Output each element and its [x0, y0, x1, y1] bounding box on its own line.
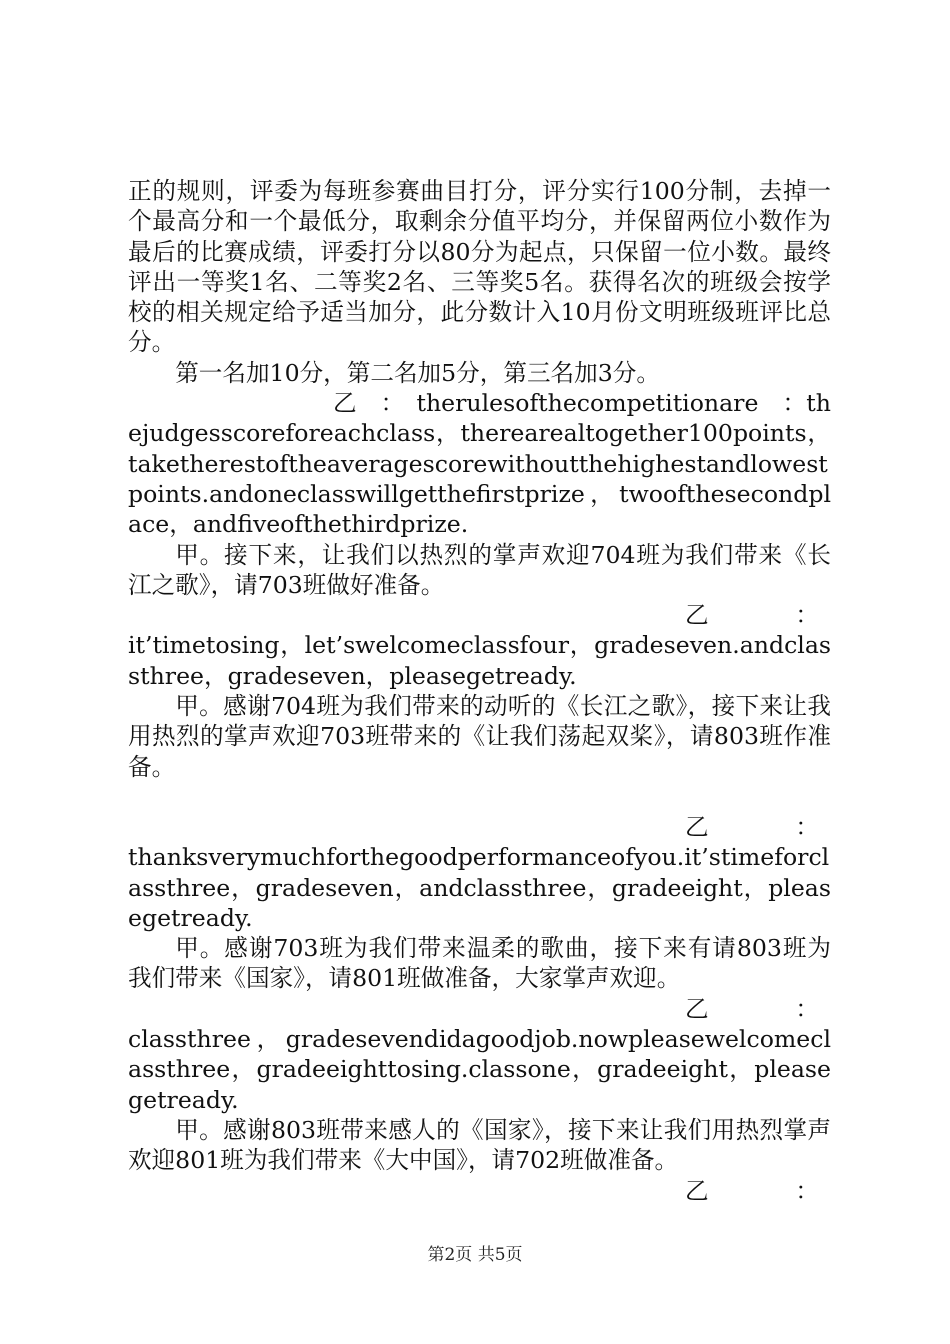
paragraph-rules-en: 乙 ： therulesofthecompetitionare ：thejudgesscoreforeachclass，therearealtogether100points，taketherestoftheaveragescorewithoutthehighestandlowestpoints.andoneclasswillgetthefirstprize，twoofthesecondplace，andfiveofthethirdprize. [128, 389, 831, 539]
speaker-colon: ： [795, 812, 819, 841]
speaker-colon: ： [795, 994, 819, 1023]
speaker-colon: ： [795, 1176, 819, 1205]
speaker-b-label: 乙 [685, 812, 709, 841]
paragraph-host-b-703: thanksverymuchforthegoodperformanceofyou.it’stimeforclassthree，gradeseven，andclassthree，gradeeight，pleasegetready. [128, 843, 831, 932]
document-body [128, 176, 831, 1206]
speaker-b-label: 乙 [685, 1176, 709, 1205]
speaker-label-line [128, 600, 831, 630]
speaker-b-label: 乙 [685, 994, 709, 1023]
paragraph-host-a-703: 甲。感谢704班为我们带来的动听的《长江之歌》，接下来让我用热烈的掌声欢迎703班带来的《让我们荡起双桨》，请803班作准备。 [128, 692, 831, 781]
page-footer: 第2页 共5页 [427, 1245, 523, 1265]
paragraph-bonus-points: 第一名加10分，第二名加5分，第三名加3分。 [175, 358, 660, 387]
blank-line [128, 782, 831, 812]
paragraph-host-a-704: 甲。接下来，让我们以热烈的掌声欢迎704班为我们带来《长江之歌》，请703班做好准备。 [128, 540, 831, 599]
paragraph-rules-cn: 正的规则，评委为每班参赛曲目打分，评分实行100分制，去掉一个最高分和一个最低分，取剩余分值平均分，并保留两位小数作为最后的比赛成绩，评委打分以80分为起点，只保留一位小数。最终评出一等奖1名、二等奖2名、三等奖5名。获得名次的班级会按学校的相关规定给予适当加分，此分数计入10月份文明班级班评比总分。 [128, 177, 831, 357]
paragraph-host-a-803: 甲。感谢703班为我们带来温柔的歌曲，接下来有请803班为我们带来《国家》，请801班做准备，大家掌声欢迎。 [128, 934, 831, 993]
speaker-label-line [128, 994, 831, 1024]
speaker-label-line [128, 1176, 831, 1206]
paragraph-host-b-704: it’timetosing，let’swelcomeclassfour，gradeseven.andclassthree，gradeseven，pleasegetready. [128, 631, 831, 690]
speaker-colon: ： [795, 601, 819, 630]
speaker-b-label: 乙 [685, 601, 709, 630]
paragraph-host-b-803: classthree，gradesevendidagoodjob.nowpleasewelcomeclassthree，gradeeighttosing.classone，gradeeight，pleasegetready. [128, 1025, 831, 1114]
speaker-label-line [128, 812, 831, 842]
paragraph-host-a-801: 甲。感谢803班带来感人的《国家》，接下来让我们用热烈掌声欢迎801班为我们带来《大中国》，请702班做准备。 [128, 1115, 831, 1175]
